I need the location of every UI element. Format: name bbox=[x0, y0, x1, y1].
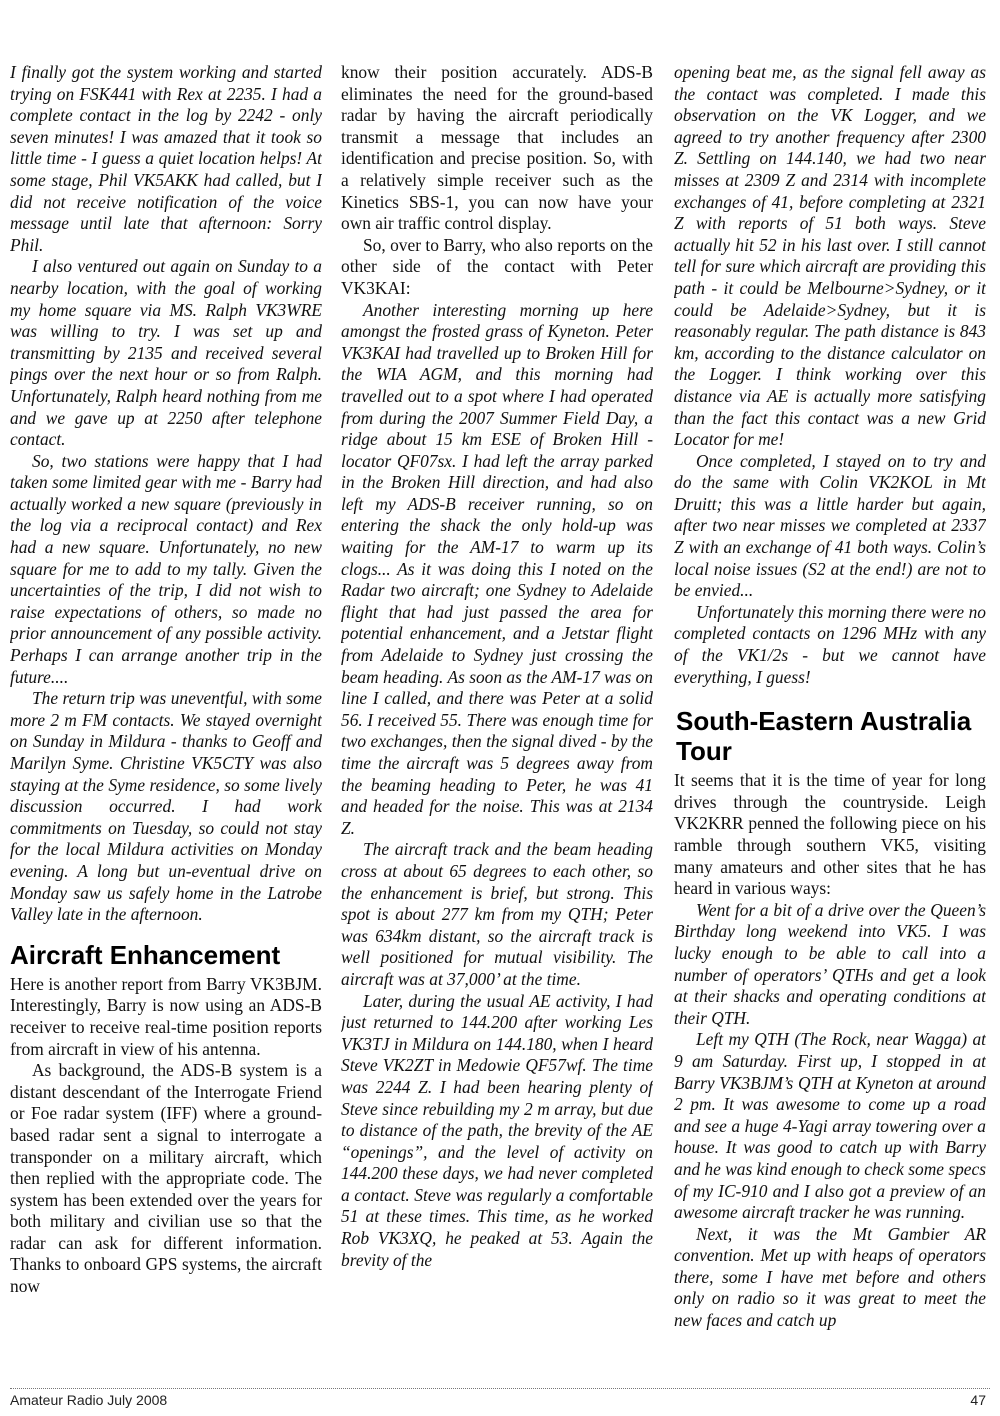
footer-divider bbox=[10, 1388, 990, 1389]
paragraph: Here is another report from Barry VK3BJM. Interestingly, Barry is now using an ADS-B receiver to receive real-time position reports from aircraft in view of his antenna. bbox=[10, 973, 322, 1059]
paragraph: As background, the ADS-B system is a distant descendant of the Interrogate Friend or Foe radar system (IFF) where a ground-based radar sent a signal to interrogate a transponder on a military aircraft, which then replied with the appropriate code. The system has been extended over the years for both military and civilian use so that the radar can ask for different information. Thanks to onboard GPS systems, the aircraft now bbox=[10, 1060, 322, 1297]
column-3 bbox=[674, 62, 986, 1378]
footer-publication: Amateur Radio July 2008 bbox=[10, 1392, 168, 1408]
section-heading: Aircraft Enhancement bbox=[10, 939, 281, 970]
paragraph: Next, it was the Mt Gambier AR convention. Met up with heaps of operators there, some I have met before and others only on radio so it was great to meet the new faces and catch up bbox=[674, 1223, 986, 1331]
paragraph: Unfortunately this morning there were no completed contacts on 1296 MHz with any of the VK1/2s - but we cannot have everything, I guess! bbox=[674, 601, 986, 687]
paragraph: So, two stations were happy that I had taken some limited gear with me - Barry had actually worked a new square (previously in the log via a reciprocal contact) and Rex had a new square. Unfortunately, no new square for me to add to my tally. Given the uncertainties of the trip, I did not wish to raise expectations of others, so made no prior announcement of any possible activity. Perhaps I can arrange another trip in the future.... bbox=[10, 450, 322, 687]
paragraph: Left my QTH (The Rock, near Wagga) at 9 am Saturday. First up, I stopped in at Barry VK3BJM’s QTH at Kyneton at around 2 pm. It was awesome to come up a road and see a huge 4-Yagi array towering over a house. It was good to catch up with Barry and he was kind enough to check some specs of my IC-910 and I also got a preview of an awesome aircraft tracker he was running. bbox=[674, 1029, 986, 1223]
paragraph: The return trip was uneventful, with some more 2 m FM contacts. We stayed overnight on Sunday in Mildura - thanks to Geoff and Marilyn Syme. Christine VK5CTY was also staying at the Syme residence, so some lively discussion occurred. I had work commitments on Tuesday, so could not stay for the local Mildura activities on Monday evening. A long but un-eventual drive on Monday saw us safely home in the Latrobe Valley late in the afternoon. bbox=[10, 688, 322, 925]
paragraph: I finally got the system working and started trying on FSK441 with Rex at 2235. I had a complete contact in the log by 2242 - only seven minutes! I was amazed that it took so little time - I guess a quiet location helps! At some stage, Phil VK5AKK had called, but I did not receive notification of the voice message until late that afternoon: Sorry Phil. bbox=[10, 62, 322, 255]
paragraph: know their position accurately. ADS-B eliminates the need for the ground-based radar by having the aircraft periodically transmit a message that includes an identification and precise position. So, with a relatively simple receiver such as the Kinetics SBS-1, you can now have your own air traffic control display. bbox=[341, 62, 653, 234]
page-footer bbox=[10, 1392, 986, 1408]
page-number: 47 bbox=[970, 1392, 986, 1408]
column-1 bbox=[10, 62, 322, 1378]
section-heading: South-Eastern Australia Tour bbox=[676, 706, 972, 767]
paragraph: So, over to Barry, who also reports on the other side of the contact with Peter VK3KAI: bbox=[341, 234, 653, 298]
paragraph: The aircraft track and the beam heading cross at about 65 degrees to each other, so the enhancement is brief, but strong. This spot is about 277 km from my QTH; Peter was 634km distant, so the aircraft track is well positioned for mutual visibility. The aircraft was at 37,000’ at the time. bbox=[341, 839, 653, 989]
paragraph: It seems that it is the time of year for long drives through the countryside. Leigh VK2KRR penned the following piece on his ramble through southern VK5, visiting many amateurs and other sites that he has heard in various ways: bbox=[674, 770, 986, 899]
paragraph: Went for a bit of a drive over the Queen’s Birthday long weekend into VK5. I was lucky enough to be able to call into a number of operators’ QTHs and get a look at their shacks and operating conditions at their QTH. bbox=[674, 899, 986, 1028]
paragraph: opening beat me, as the signal fell away as the contact was completed. I made this observation on the VK Logger, and we agreed to try another frequency after 2300 Z. Settling on 144.140, we had two near misses at 2309 Z and 2314 with incomplete exchanges of 41, before completing at 2321 Z with reports of 51 both ways. Steve actually hit 52 in his last over. I still cannot tell for sure which aircraft are providing this path - it could be Melbourne>Sydney, or it could be Adelaide>Sydney, but it is reasonably regular. The path distance is 843 km, according to the distance calculator on the Logger. I think working over this distance via AE is actually more satisfying than the fact this contact was a new Grid Locator for me! bbox=[674, 62, 986, 450]
column-2 bbox=[341, 62, 653, 1378]
paragraph: Later, during the usual AE activity, I had just returned to 144.200 after working Les VK3TJ in Mildura on 144.180, when I heard Steve VK2ZT in Medowie QF57wf. The time was 2244 Z. I had been hearing plenty of Steve since rebuilding my 2 m array, but due to distance of the path, the brevity of the AE “openings”, and the level of activity on 144.200 these days, we had never completed a contact. Steve was regularly a comfortable 51 at these times. This time, as he worked Rob VK3XQ, he peaked at 53. Again the brevity of the bbox=[341, 990, 653, 1270]
paragraph: Once completed, I stayed on to try and do the same with Colin VK2KOL in Mt Druitt; this was a little harder but again, after two near misses we completed at 2337 Z with an exchange of 41 both ways. Colin’s local noise issues (S2 at the end!) are not to be envied... bbox=[674, 450, 986, 601]
paragraph: I also ventured out again on Sunday to a nearby location, with the goal of working my home square via MS. Ralph VK3WRE was willing to try. I was set up and transmitting by 2135 and received several pings over the next hour or so from Ralph. Unfortunately, Ralph heard nothing from me and we gave up at 2250 after telephone contact. bbox=[10, 256, 322, 450]
paragraph: Another interesting morning up here amongst the frosted grass of Kyneton. Peter VK3KAI had travelled up to Broken Hill for the WIA AGM, and this morning had travelled out to a spot where I had operated from during the 2007 Summer Field Day, a ridge about 15 km ESE of Broken Hill - locator QF07sx. I had left the array parked in the Broken Hill direction, and had also left my ADS-B receiver running, so on entering the shack the only hold-up was waiting for the AM-17 to warm up its clogs... As it was doing this I noted on the Radar two aircraft; one Sydney to Adelaide flight that had just passed the area for potential enhancement, and a Jetstar flight from Adelaide to Sydney just crossing the beam heading. As soon as the AM-17 was on line I called, and there was Peter at a solid 56. I received 55. There was enough time for two exchanges, then the signal dived - by the time the aircraft was 5 degrees away from the beaming heading to Peter, he was 41 and headed for the noise. This was at 2134 Z. bbox=[341, 299, 653, 838]
